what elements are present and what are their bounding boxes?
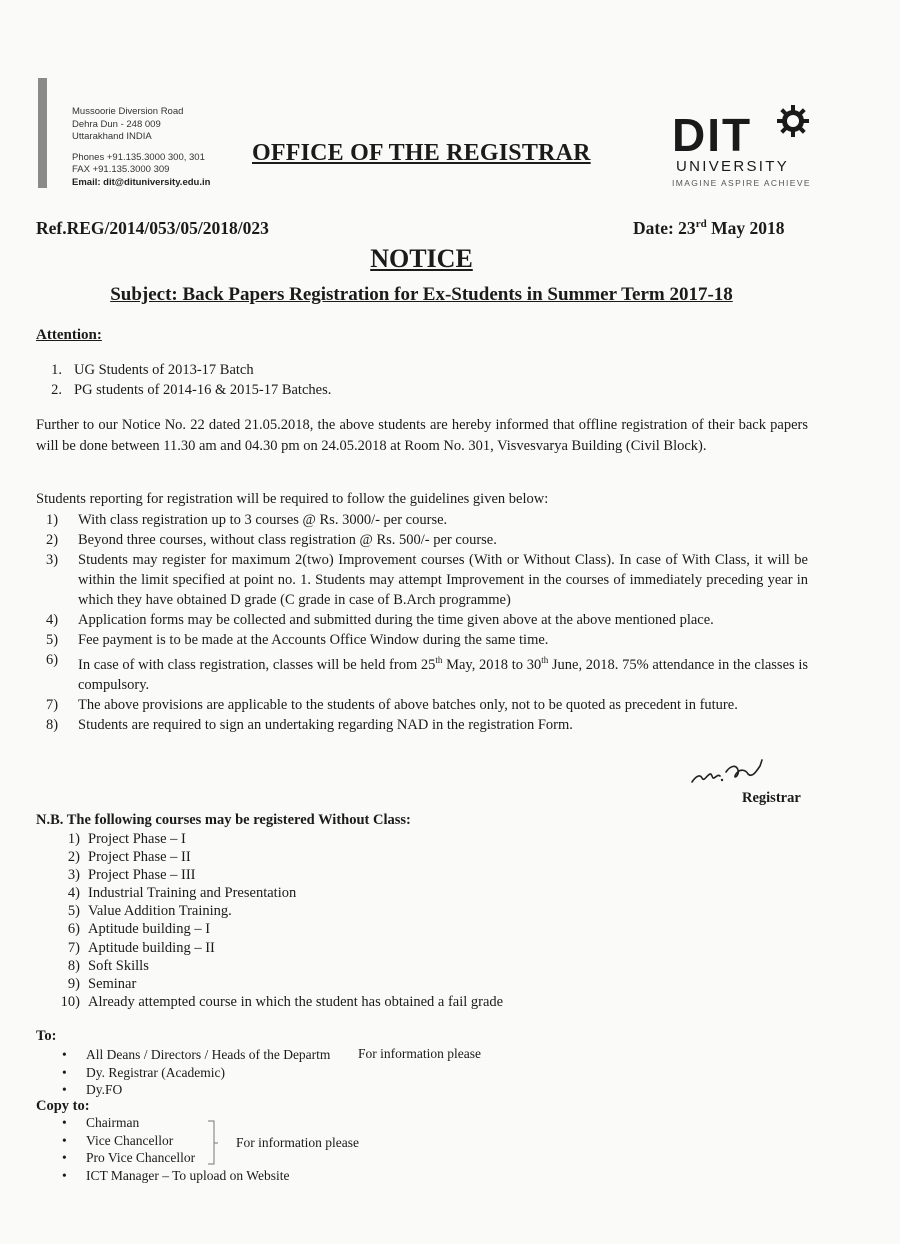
gear-icon [776, 104, 810, 138]
list-item: • Pro Vice Chancellor [62, 1150, 196, 1165]
guidelines-list [46, 510, 808, 735]
list-item: 6) Aptitude building – I [67, 921, 211, 938]
to-note: For information please [358, 1046, 481, 1061]
list-item: 9) Seminar [67, 975, 137, 992]
letterhead-bar [38, 78, 47, 188]
guideline-item: 8) Students are required to sign an undertaking regarding NAD in the registration Form. [46, 716, 573, 733]
list-item: • Dy.FO [62, 1082, 123, 1097]
list-item: 1. UG Students of 2013-17 Batch [51, 362, 254, 378]
list-item: • All Deans / Directors / Heads of the Departm [62, 1047, 331, 1062]
office-title: OFFICE OF THE REGISTRAR [252, 140, 591, 166]
list-item: • Vice Chancellor [62, 1132, 174, 1148]
logo-main-text: DIT [672, 109, 753, 161]
list-item: 2) Project Phase – II [67, 849, 191, 866]
email: Email: dit@dituniversity.edu.in [72, 176, 211, 188]
guidelines-intro: Students reporting for registration will be required to follow the guidelines given below: [36, 491, 549, 507]
address-line-1: Mussoorie Diversion Road [72, 106, 184, 117]
list-item: 8) Soft Skills [67, 957, 149, 974]
phones: Phones +91.135.3000 300, 301 [72, 151, 205, 163]
list-item: 7) Aptitude building – II [67, 939, 215, 956]
logo-tagline: IMAGINE ASPIRE ACHIEVE [672, 178, 811, 188]
copy-heading: Copy to: [36, 1098, 90, 1114]
list-item: 3) Project Phase – III [67, 867, 196, 884]
guideline-item: 6) In case of with class registration, classes will be held from 25th May, 2018 to 30th June, 2018. 75% attendance in the classes is compulsory. [46, 652, 809, 693]
guideline-item: 7) The above provisions are applicable to the students of above batches only, not to be quoted as precedent in future. [46, 696, 738, 713]
list-item: 4) Industrial Training and Presentation [67, 885, 297, 902]
list-item: 2. PG students of 2014-16 & 2015-17 Batches. [51, 382, 332, 398]
attention-list [48, 360, 331, 400]
guideline-item: 5) Fee payment is to be made at the Accounts Office Window during the same time. [46, 632, 549, 648]
copy-note: For information please [236, 1135, 359, 1150]
signatory-title: Registrar [742, 790, 801, 806]
list-item: 10) Already attempted course in which the student has obtained a fail grade [60, 993, 504, 1010]
notice-date: Date: 23rd May 2018 [633, 218, 785, 238]
guideline-item: 2) Beyond three courses, without class registration @ Rs. 500/- per course. [46, 532, 497, 548]
list-item: • Chairman [62, 1115, 140, 1130]
to-list [62, 1046, 330, 1099]
address-line-3: Uttarakhand INDIA [72, 131, 152, 142]
list-item: • Dy. Registrar (Academic) [62, 1064, 225, 1080]
guideline-item: 1) With class registration up to 3 courses @ Rs. 3000/- per course. [46, 512, 448, 528]
notice-title: NOTICE [370, 244, 473, 273]
list-item: 1) Project Phase – I [67, 831, 186, 847]
signature-mark [686, 752, 806, 792]
letterhead-address [72, 106, 210, 189]
guideline-item: 3) Students may register for maximum 2(two) Improvement courses (With or Without Class). In case of With Class, it will be within the limit specified at point no. 1. Students may attempt Improvement in the courses of immediately preceding year in which they have obtained D grade (C grade in case of B.Arch programme) [46, 552, 808, 608]
reference-number: Ref.REG/2014/053/05/2018/023 [36, 218, 269, 238]
notice-subject: Subject: Back Papers Registration for Ex-Students in Summer Term 2017-18 [110, 284, 733, 305]
logo-university: UNIVERSITY [676, 158, 790, 175]
guideline-item: 4) Application forms may be collected and submitted during the time given above at the above mentioned place. [46, 612, 714, 628]
to-heading: To: [36, 1028, 57, 1044]
fax: FAX +91.135.3000 309 [72, 164, 170, 175]
brace-mark [206, 1120, 218, 1166]
course-list [56, 830, 503, 1011]
address-line-2: Dehra Dun - 248 009 [72, 118, 161, 130]
list-item: • ICT Manager – To upload on Website [62, 1167, 290, 1183]
list-item: 5) Value Addition Training. [67, 903, 232, 920]
nb-heading: N.B. The following courses may be registered Without Class: [36, 812, 411, 828]
attention-heading: Attention: [36, 327, 102, 343]
intro-paragraph: Further to our Notice No. 22 dated 21.05.2018, the above students are hereby informed that offline registration of their back papers will be done between 11.30 am and 04.30 pm on 24.05.2018 at Room No. 301, Visvesvarya Building (Civil Block). [36, 417, 808, 454]
